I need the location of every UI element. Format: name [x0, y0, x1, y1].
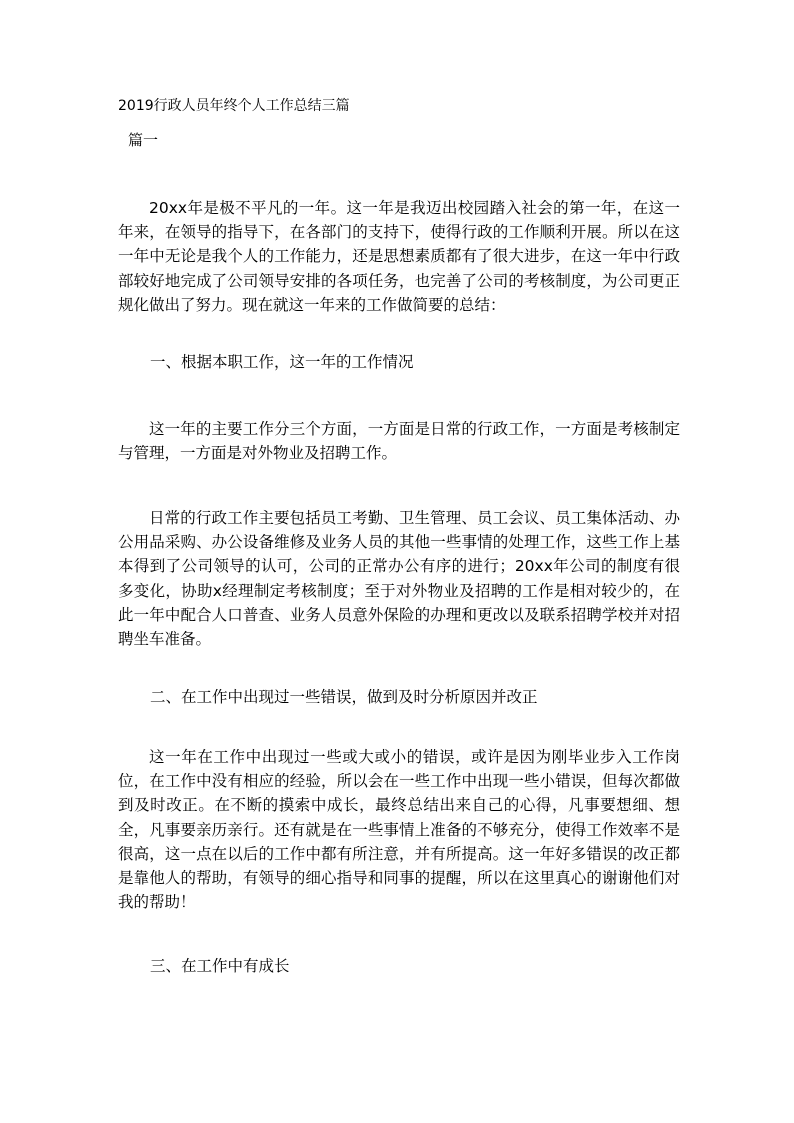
section-heading-1: 一、根据本职工作，这一年的工作情况 [150, 353, 414, 371]
part-label: 篇一 [128, 131, 159, 149]
paragraph-main-work: 这一年的主要工作分三个方面，一方面是日常的行政工作，一方面是考核制定与管理，一方面是对外物业及招聘工作。 [118, 420, 680, 463]
document-title: 2019行政人员年终个人工作总结三篇 [118, 98, 350, 114]
paragraph-intro: 20xx年是极不平凡的一年。这一年是我迈出校园踏入社会的第一年，在这一年来，在领导的指导下，在各部门的支持下，使得行政的工作顺利开展。所以在这一年中无论是我个人的工作能力，还是思想素质都有了很大进步，在这一年中行政部较好地完成了公司领导安排的各项任务，也完善了公司的考核制度，为公司更正规化做出了努力。现在就这一年来的工作做简要的总结： [118, 199, 680, 314]
paragraph-daily-work: 日常的行政工作主要包括员工考勤、卫生管理、员工会议、员工集体活动、办公用品采购、办公设备维修及业务人员的其他一些事情的处理工作，这些工作上基本得到了公司领导的认可，公司的正常办公有序的进行；20xx年公司的制度有很多变化，协助x经理制定考核制度；至于对外物业及招聘的工作是相对较少的，在此一年中配合人口普查、业务人员意外保险的办理和更改以及联系招聘学校并对招聘坐车准备。 [118, 509, 680, 649]
paragraph-mistakes: 这一年在工作中出现过一些或大或小的错误，或许是因为刚毕业步入工作岗位，在工作中没有相应的经验，所以会在一些工作中出现一些小错误，但每次都做到及时改正。在不断的摸索中成长，最终总结出来自己的心得，凡事要想细、想全，凡事要亲历亲行。还有就是在一些事情上准备的不够充分，使得工作效率不是很高，这一点在以后的工作中都有所注意，并有所提高。这一年好多错误的改正都是靠他人的帮助，有领导的细心指导和同事的提醒，所以在这里真心的谢谢他们对我的帮助！ [118, 748, 680, 912]
section-heading-3: 三、在工作中有成长 [150, 957, 290, 975]
section-heading-2: 二、在工作中出现过一些错误，做到及时分析原因并改正 [150, 688, 538, 706]
